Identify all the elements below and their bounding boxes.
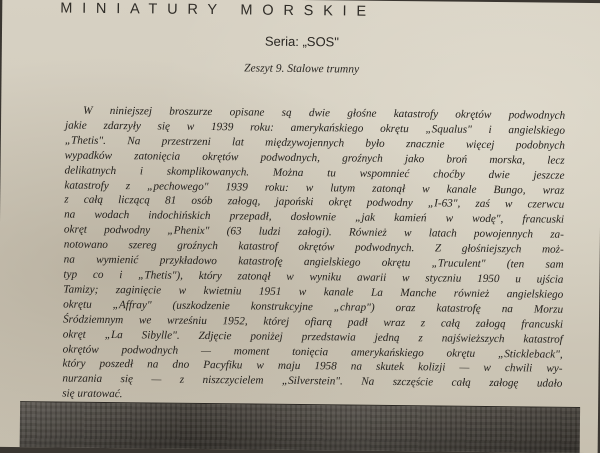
series-title: MINIATURY MORSKIE <box>60 0 376 20</box>
body-line: okręt podwodny „Phenix" (63 ludzi załogi). Również w latach powojennych za- <box>63 223 564 242</box>
photograph <box>20 401 581 453</box>
body-line: wypadków zatonięcia okrętów podwodnych, groźnych jako broń morska, lecz <box>64 149 565 167</box>
body-line: delikatnych i skomplikowanych. Można tu wspomnieć choćby dwie jeszcze <box>64 164 565 182</box>
body-line: typ co i „Thetis"), który zatonął w wyniku awarii w styczniu 1950 u ujścia <box>63 268 564 286</box>
body-line: nurzania się — z niszczycielem „Silverstein". Na szczęście całą załogę udało <box>62 372 563 391</box>
seria-heading: Seria: „SOS" <box>264 33 339 50</box>
body-line: W niniejszej broszurze opisane są dwie głośne katastrofy okrętów podwodnych <box>83 104 566 122</box>
body-line: na wymienić przykładowo katastrofę angielskiego okrętu „Truculent" (ten sam <box>63 253 564 271</box>
body-line: Śródziemnym we wrześniu 1952, której ofiarą padł wraz z całą załogą francuski <box>62 313 564 331</box>
body-line: „Thetis". Na przestrzeni lat międzywojennych było znacznie więcej podobnych <box>64 134 565 152</box>
body-line: się uratować. <box>62 387 123 401</box>
body-line: notowano szereg groźnych katastrof okrętów podwodnych. Z głośniejszych moż- <box>63 238 564 256</box>
photo-texture <box>20 402 581 453</box>
body-line: z całą liczącą 81 osób załogą, japoński okręt podwodny „I-63", zaś w czerwcu <box>64 193 565 212</box>
body-line: na wodach indochińskich przepadł, dosłownie „jak kamień w wodę", francuski <box>64 208 565 227</box>
body-line: który poszedł na dno Pacyfiku w maju 1958 na skutek kolizji — w chwili wy- <box>62 357 563 376</box>
body-line: jakie zdarzyły się w 1939 roku: amerykańskiego okrętu „Squalus" i angielskiego <box>64 119 566 137</box>
body-line: okrętów podwodnych — moment tonięcia amerykańskiego okrętu „Stickleback", <box>62 343 563 361</box>
body-line: Tamizy; zaginięcie w kwietniu 1951 w kanale La Manche również angielskiego <box>63 283 564 301</box>
zeszyt-subtitle: Zeszyt 9. Stalowe trumny <box>244 62 360 76</box>
body-line: katastrofy z „pechowego" 1939 roku: w lutym zatonął w kanale Bungo, wraz <box>64 179 565 197</box>
body-line: okrętu „Affray" (uszkodzenie konstrukcyjne „chrap") oraz katastrofę na Morzu <box>63 298 564 316</box>
body-paragraph <box>62 104 565 407</box>
body-line: okręt „La Sibylle". Zdjęcie poniżej przedstawia jedną z najświeższych katastrof <box>62 328 563 346</box>
